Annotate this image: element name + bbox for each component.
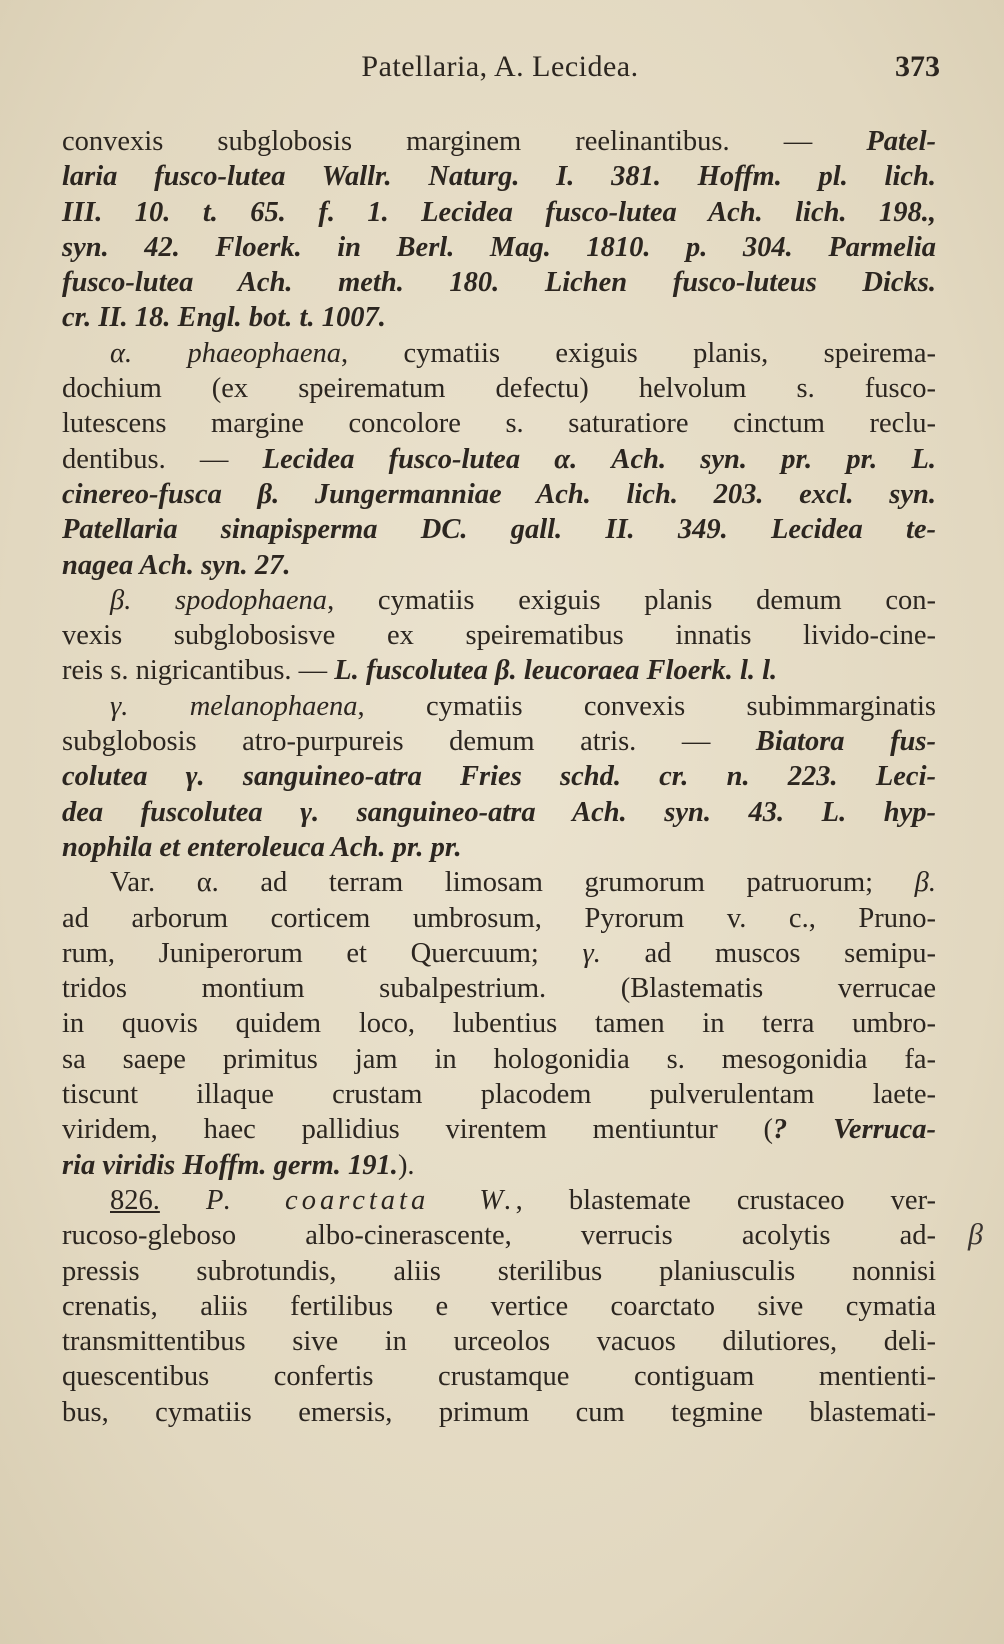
text-line: ria viridis Hoffm. germ. 191.).	[62, 1149, 415, 1181]
text-body	[62, 124, 936, 1430]
text-line: bus, cymatiis emersis, primum cum tegmine blastemati-	[62, 1396, 936, 1428]
text-line: colutea γ. sanguineo-atra Fries schd. cr. n. 223. Leci-	[62, 761, 936, 793]
text-line: laria fusco-lutea Wallr. Naturg. I. 381. Hoffm. pl. lich.	[62, 161, 936, 193]
text-line: pressis subrotundis, aliis sterilibus planiusculis nonnisi	[62, 1255, 936, 1287]
text-line: α. phaeophaena, cymatiis exiguis planis, speirema-	[110, 337, 937, 369]
text-line: convexis subglobosis marginem reelinantibus. — Patel-	[62, 126, 936, 157]
variety-beta-paragraph	[62, 583, 936, 689]
habitat-paragraph	[62, 865, 936, 1183]
text-line: Patellaria sinapisperma DC. gall. II. 349. Lecidea te-	[62, 514, 936, 546]
text-line: β. spodophaena, cymatiis exiguis planis demum con-	[110, 584, 936, 616]
text-line: rucoso-gleboso albo-cinerascente, verrucis acolytis ad-	[62, 1220, 936, 1252]
text-line: nophila et enteroleuca Ach. pr. pr.	[62, 831, 462, 863]
text-line: ad arborum corticem umbrosum, Pyrorum v. c., Pruno-	[62, 902, 936, 934]
text-line: rum, Juniperorum et Quercuum; γ. ad muscos semipu-	[62, 937, 936, 969]
text-line: tiscunt illaque crustam placodem pulverulentam laete-	[62, 1079, 936, 1111]
text-line: sa saepe primitus jam in hologonidia s. mesogonidia fa-	[62, 1043, 936, 1075]
running-head: Patellaria, A. Lecidea.	[361, 50, 639, 83]
text-line: III. 10. t. 65. f. 1. Lecidea fusco-lutea Ach. lich. 198.,	[62, 196, 936, 228]
text-line: tridos montium subalpestrium. (Blastematis verrucae	[62, 973, 936, 1005]
variety-alpha-paragraph	[62, 336, 936, 583]
variety-gamma-paragraph	[62, 689, 936, 865]
page-header	[60, 50, 940, 100]
text-line: subglobosis atro-purpureis demum atris. — Biatora fus-	[62, 726, 936, 758]
text-line: dochium (ex speirematum defectu) helvolum s. fusco-	[62, 373, 936, 405]
text-line: lutescens margine concolore s. saturatiore cinctum reclu-	[62, 408, 936, 440]
text-line: γ. melanophaena, cymatiis convexis subimmarginatis	[110, 690, 936, 722]
text-line: dea fuscolutea γ. sanguineo-atra Ach. syn. 43. L. hyp-	[62, 796, 936, 828]
text-line: Var. α. ad terram limosam grumorum patruorum; β.	[110, 867, 936, 899]
text-line: dentibus. — Lecidea fusco-lutea α. Ach. syn. pr. pr. L.	[62, 443, 937, 475]
text-line: crenatis, aliis fertilibus e vertice coarctato sive cymatia	[62, 1290, 936, 1322]
margin-annotation: β	[968, 1218, 983, 1251]
page-number: 373	[895, 50, 940, 83]
text-line: cr. II. 18. Engl. bot. t. 1007.	[62, 302, 386, 334]
section-intro-paragraph	[62, 124, 936, 336]
text-line: 826. P. coarctata W., blastemate crustaceo ver-	[110, 1184, 936, 1216]
text-line: syn. 42. Floerk. in Berl. Mag. 1810. p. 304. Parmelia	[62, 231, 936, 263]
text-line: vexis subglobosisve ex speirematibus innatis livido-cine-	[62, 620, 936, 652]
text-line: cinereo-fusca β. Jungermanniae Ach. lich. 203. excl. syn.	[62, 478, 936, 510]
text-line: nagea Ach. syn. 27.	[62, 549, 291, 581]
species-826-paragraph	[62, 1183, 936, 1430]
text-line: fusco-lutea Ach. meth. 180. Lichen fusco-luteus Dicks.	[62, 267, 936, 299]
species-name: P. coarctata W.	[206, 1184, 516, 1216]
text-line: reis s. nigricantibus. — L. fuscolutea β. leucoraea Floerk. l. l.	[62, 655, 778, 687]
text-line: viridem, haec pallidius virentem mentiuntur (? Verruca-	[62, 1114, 936, 1146]
species-number: 826.	[110, 1184, 160, 1216]
text-line: transmittentibus sive in urceolos vacuos dilutiores, deli-	[62, 1326, 936, 1358]
text-line: in quovis quidem loco, lubentius tamen in terra umbro-	[62, 1008, 936, 1040]
text-line: quescentibus confertis crustamque contiguam mentienti-	[62, 1361, 936, 1393]
